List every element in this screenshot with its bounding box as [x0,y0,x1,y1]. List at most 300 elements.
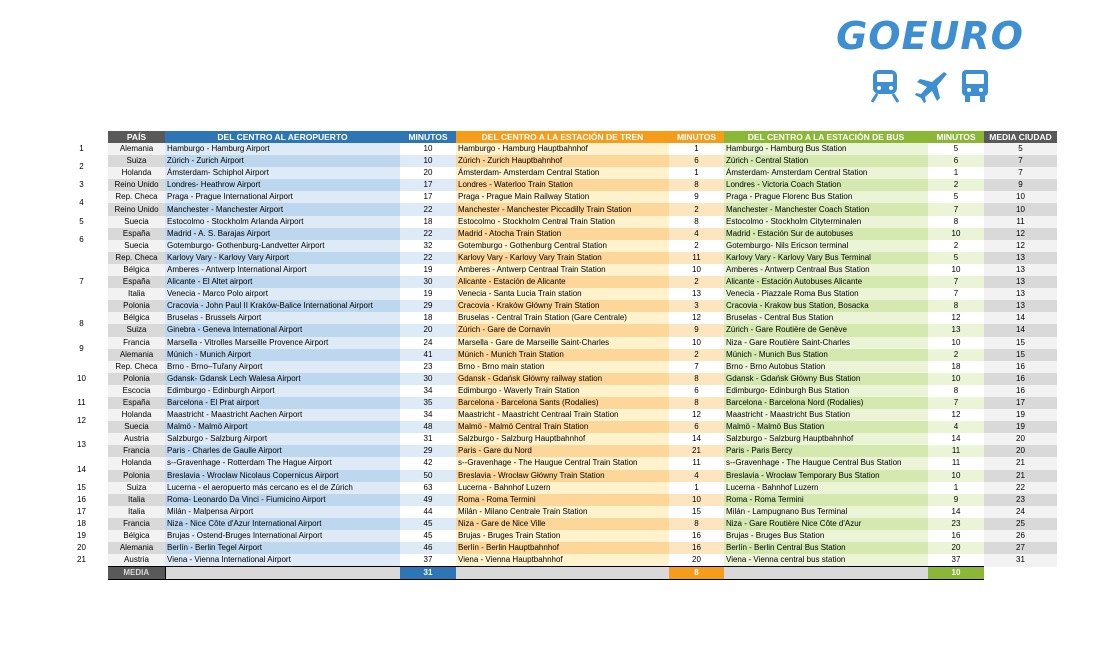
aeropuerto-cell: Madrid - A. S. Barajas Airport [165,228,400,240]
minutos-aeropuerto-cell: 37 [400,554,456,567]
minutos-tren-cell: 16 [669,542,724,554]
bus-cell: Roma - Roma Termini [724,494,928,506]
pais-cell: Alemania [108,542,165,554]
minutos-aeropuerto-cell: 46 [400,542,456,554]
bus-cell: Gdansk - Gdańsk Główny Bus Station [724,373,928,385]
aeropuerto-cell: Amberes - Antwerp International Airport [165,264,400,276]
media-ciudad-cell: 13 [984,264,1057,276]
aeropuerto-cell: Niza - Nice Côte d'Azur International Airport [165,518,400,530]
total-spacer-end [984,567,1057,580]
pais-cell: Francia [108,518,165,530]
table-row [55,470,1057,482]
minutos-tren-cell: 1 [669,167,724,179]
aeropuerto-cell: Brujas - Ostend-Bruges International Airport [165,530,400,542]
rank-cell: 20 [55,542,108,554]
bus-cell: Cracovia - Krakow bus Station, Bosacka [724,300,928,312]
minutos-tren-cell: 20 [669,554,724,567]
minutos-bus-cell: 5 [928,143,984,155]
minutos-aeropuerto-cell: 34 [400,409,456,421]
tren-cell: Niza - Gare de Nice Ville [456,518,669,530]
tren-cell: Marsella - Gare de Marseille Saint-Charles [456,337,669,349]
pais-cell: Rep. Checa [108,361,165,373]
tren-cell: Brujas - Bruges Train Station [456,530,669,542]
table-row [55,494,1057,506]
tren-cell: Madrid - Atocha Train Station [456,228,669,240]
tren-cell: Brno - Brno main station [456,361,669,373]
media-ciudad-cell: 16 [984,373,1057,385]
pais-cell: Bélgica [108,264,165,276]
minutos-bus-cell: 7 [928,276,984,288]
minutos-bus-cell: 10 [928,228,984,240]
minutos-tren-cell: 1 [669,482,724,494]
minutos-tren-cell: 8 [669,216,724,228]
tren-cell: Zúrich - Zurich Hauptbahnhof [456,155,669,167]
rank-cell: 19 [55,530,108,542]
minutos-aeropuerto-cell: 41 [400,349,456,361]
pais-cell: Holanda [108,409,165,421]
media-ciudad-cell: 12 [984,228,1057,240]
table-row [55,276,1057,288]
minutos-bus-cell: 6 [928,155,984,167]
minutos-aeropuerto-cell: 44 [400,506,456,518]
rank-cell: 15 [55,482,108,494]
minutos-aeropuerto-cell: 48 [400,421,456,433]
aeropuerto-cell: Barcelona - El Prat airport [165,397,400,409]
minutos-bus-cell: 5 [928,252,984,264]
minutos-aeropuerto-cell: 32 [400,240,456,252]
tren-cell: Amberes - Antwerp Centraal Train Station [456,264,669,276]
aeropuerto-cell: Roma- Leonardo Da Vinci - Fiumicino Airport [165,494,400,506]
bus-cell: Amberes - Antwerp Centraal Bus Station [724,264,928,276]
aeropuerto-cell: Marsella - Vitrolles Marseille Provence Airport [165,337,400,349]
minutos-aeropuerto-cell: 29 [400,445,456,457]
bus-cell: Milán - Lampugnano Bus Terminal [724,506,928,518]
minutos-aeropuerto-cell: 45 [400,518,456,530]
minutos-bus-cell: 12 [928,409,984,421]
pais-cell: Italia [108,506,165,518]
aeropuerto-cell: Breslavia - Wrocław Nicolaus Copernicus Airport [165,470,400,482]
minutos-tren-cell: 4 [669,228,724,240]
table-row [55,349,1057,361]
table-row [55,361,1057,373]
rank-cell: 13 [55,433,108,457]
minutos-aeropuerto-cell: 20 [400,324,456,336]
minutos-aeropuerto-cell: 10 [400,143,456,155]
bus-cell: Alicante - Estación Autobuses Alicante [724,276,928,288]
header-tren: DEL CENTRO A LA ESTACIÓN DE TREN [456,131,669,143]
rank-cell: 11 [55,397,108,409]
table-row [55,397,1057,409]
minutos-bus-cell: 11 [928,457,984,469]
pais-cell: Alemania [108,143,165,155]
table-row [55,421,1057,433]
minutos-aeropuerto-cell: 18 [400,312,456,324]
rank-cell: 17 [55,506,108,518]
media-ciudad-cell: 16 [984,361,1057,373]
aeropuerto-cell: Lucerna - el aeropuerto más cercano es el de Zúrich [165,482,400,494]
aeropuerto-cell: Zúrich - Zurich Airport [165,155,400,167]
table-row [55,457,1057,469]
bus-cell: Madrid - Estación Sur de autobuses [724,228,928,240]
minutos-bus-cell: 7 [928,203,984,215]
pais-cell: España [108,228,165,240]
aeropuerto-cell: Venecia - Marco Polo airport [165,288,400,300]
tren-cell: Roma - Roma Termini [456,494,669,506]
minutos-bus-cell: 8 [928,300,984,312]
media-ciudad-cell: 26 [984,530,1057,542]
bus-cell: Hamburgo - Hamburg Bus Station [724,143,928,155]
bus-cell: Lucerna - Bahnhof Luzern [724,482,928,494]
minutos-tren-cell: 7 [669,361,724,373]
tren-cell: Hamburgo - Hamburg Hauptbahnhof [456,143,669,155]
table-row [55,530,1057,542]
media-ciudad-cell: 20 [984,433,1057,445]
minutos-tren-cell: 8 [669,518,724,530]
media-ciudad-cell: 13 [984,300,1057,312]
minutos-bus-cell: 10 [928,373,984,385]
bus-cell: Londres - Victoria Coach Station [724,179,928,191]
minutos-bus-cell: 9 [928,494,984,506]
minutos-tren-cell: 10 [669,264,724,276]
pais-cell: Polonia [108,300,165,312]
minutos-tren-cell: 12 [669,312,724,324]
table-row [55,228,1057,240]
minutos-aeropuerto-cell: 50 [400,470,456,482]
bus-cell: Edimburgo- Edinburgh Bus Station [724,385,928,397]
minutos-bus-cell: 8 [928,216,984,228]
media-ciudad-cell: 17 [984,397,1057,409]
minutos-bus-cell: 10 [928,337,984,349]
aeropuerto-cell: Gotemburgo- Gothenburg-Landvetter Airport [165,240,400,252]
minutos-tren-cell: 8 [669,397,724,409]
table-row [55,143,1057,155]
minutos-aeropuerto-cell: 19 [400,264,456,276]
rank-cell: 5 [55,216,108,228]
minutos-tren-cell: 1 [669,143,724,155]
pais-cell: Polonia [108,470,165,482]
tren-cell: Lucerna - Bahnhof Luzern [456,482,669,494]
media-ciudad-cell: 7 [984,155,1057,167]
tren-cell: Praga - Prague Main Railway Station [456,191,669,203]
header-minutos-aeropuerto: MINUTOS [400,131,456,143]
total-minutos-tren: 8 [669,567,724,580]
minutos-tren-cell: 13 [669,288,724,300]
pais-cell: Bélgica [108,312,165,324]
bus-cell: Karlovy Vary - Karlovy Vary Bus Terminal [724,252,928,264]
media-ciudad-cell: 11 [984,216,1057,228]
bus-cell: Niza - Gare Routière Saint-Charles [724,337,928,349]
rank-cell: 10 [55,361,108,397]
pais-cell: España [108,397,165,409]
total-blank-aeropuerto [165,567,400,580]
bus-cell: Zúrich - Central Station [724,155,928,167]
rank-cell: 21 [55,554,108,567]
media-ciudad-cell: 16 [984,385,1057,397]
table-row [55,167,1057,179]
minutos-aeropuerto-cell: 49 [400,494,456,506]
bus-cell: Barcelona - Barcelona Nord (Rodalies) [724,397,928,409]
minutos-tren-cell: 6 [669,421,724,433]
rank-cell: 3 [55,179,108,191]
bus-cell: Manchester - Manchester Coach Station [724,203,928,215]
pais-cell: Holanda [108,167,165,179]
tren-cell: Malmö - Malmö Central Train Station [456,421,669,433]
minutos-bus-cell: 20 [928,542,984,554]
tren-cell: Bruselas - Central Train Station (Gare Centrale) [456,312,669,324]
table-row [55,554,1057,567]
logo-icons [868,68,992,104]
aeropuerto-cell: Alicante - El Altet airport [165,276,400,288]
aeropuerto-cell: Brno - Brno–Tuřany Airport [165,361,400,373]
logo-wordmark: GOEURO [836,14,1024,58]
media-ciudad-cell: 14 [984,324,1057,336]
table-row [55,518,1057,530]
bus-cell: Bruselas - Central Bus Station [724,312,928,324]
rank-cell: 4 [55,191,108,215]
aeropuerto-cell: s--Gravenhage - Rotterdam The Hague Airport [165,457,400,469]
tren-cell: Zúrich - Gare de Cornavin [456,324,669,336]
media-ciudad-cell: 23 [984,494,1057,506]
minutos-bus-cell: 14 [928,433,984,445]
pais-cell: Suiza [108,155,165,167]
tren-cell: Edimburgo - Waverly Train Station [456,385,669,397]
header-bus: DEL CENTRO A LA ESTACIÓN DE BUS [724,131,928,143]
pais-cell: Francia [108,337,165,349]
minutos-aeropuerto-cell: 19 [400,288,456,300]
rank-cell: 1 [55,143,108,155]
media-ciudad-cell: 12 [984,240,1057,252]
pais-cell: Italia [108,494,165,506]
table-row [55,482,1057,494]
total-row [55,567,1057,580]
minutos-aeropuerto-cell: 17 [400,179,456,191]
minutos-aeropuerto-cell: 22 [400,252,456,264]
tren-cell: Manchester - Manchester Piccadilly Train Station [456,203,669,215]
aeropuerto-cell: Bruselas - Brussels Airport [165,312,400,324]
table-row [55,191,1057,203]
tren-cell: s--Gravenhage - The Haugue Central Train Station [456,457,669,469]
table-row [55,445,1057,457]
header-media-ciudad: MEDIA CIUDAD [984,131,1057,143]
tren-cell: Berlín - Berlin Hauptbahnhof [456,542,669,554]
pais-cell: Bélgica [108,530,165,542]
tren-cell: Gdansk - Gdańsk Główny railway station [456,373,669,385]
rank-cell: 16 [55,494,108,506]
table-body [55,143,1057,567]
table-row [55,542,1057,554]
media-ciudad-cell: 31 [984,554,1057,567]
minutos-bus-cell: 7 [928,397,984,409]
media-ciudad-cell: 22 [984,482,1057,494]
bus-cell: Zúrich - Gare Routière de Genève [724,324,928,336]
table-row [55,288,1057,300]
pais-cell: Suiza [108,482,165,494]
rank-cell: 6 [55,228,108,252]
media-ciudad-cell: 21 [984,470,1057,482]
rank-cell: 2 [55,155,108,179]
minutos-bus-cell: 4 [928,421,984,433]
minutos-bus-cell: 16 [928,530,984,542]
pais-cell: Rep. Checa [108,252,165,264]
media-ciudad-cell: 25 [984,518,1057,530]
minutos-tren-cell: 6 [669,385,724,397]
aeropuerto-cell: Berlín - Berlin Tegel Airport [165,542,400,554]
media-ciudad-cell: 21 [984,457,1057,469]
bus-cell: Salzburgo - Salzburg Hauptbahnhof [724,433,928,445]
bus-cell: Venecia - Piazzale Roma Bus Station [724,288,928,300]
bus-cell: s--Gravenhage - The Haugue Central Bus Station [724,457,928,469]
rank-cell: 12 [55,409,108,433]
minutos-aeropuerto-cell: 18 [400,216,456,228]
minutos-bus-cell: 11 [928,445,984,457]
tren-cell: Viena - Vienna Hauptbahnhof [456,554,669,567]
pais-cell: Reino Unido [108,179,165,191]
minutos-bus-cell: 13 [928,324,984,336]
minutos-bus-cell: 37 [928,554,984,567]
minutos-aeropuerto-cell: 30 [400,276,456,288]
pais-cell: Suecia [108,216,165,228]
aeropuerto-cell: Karlovy Vary - Karlovy Vary Airport [165,252,400,264]
minutos-tren-cell: 4 [669,470,724,482]
aeropuerto-cell: Malmö - Malmö Airport [165,421,400,433]
minutos-tren-cell: 2 [669,276,724,288]
train-icon [868,68,902,104]
tren-cell: Breslavia - Wrocław Główny Train Station [456,470,669,482]
minutos-tren-cell: 21 [669,445,724,457]
minutos-aeropuerto-cell: 31 [400,433,456,445]
bus-cell: Gotemburgo- Nils Ericson terminal [724,240,928,252]
pais-cell: Austria [108,554,165,567]
tren-cell: Gotemburgo - Gothenburg Central Station [456,240,669,252]
tren-cell: Karlovy Vary - Karlovy Vary Train Station [456,252,669,264]
bus-cell: Praga - Prague Florenc Bus Station [724,191,928,203]
pais-cell: Austria [108,433,165,445]
minutos-aeropuerto-cell: 10 [400,155,456,167]
aeropuerto-cell: Cracovia - John Paul II Kraków-Balice International Airport [165,300,400,312]
minutos-tren-cell: 2 [669,203,724,215]
bus-cell: Estocolmo - Stockholm Cityterminalen [724,216,928,228]
minutos-aeropuerto-cell: 35 [400,397,456,409]
aeropuerto-cell: Edimburgo - Edinburgh Airport [165,385,400,397]
tren-cell: Venecia - Santa Lucia Train station [456,288,669,300]
total-label: MEDIA [108,567,165,580]
minutos-tren-cell: 10 [669,337,724,349]
header-aeropuerto: DEL CENTRO AL AEROPUERTO [165,131,400,143]
tren-cell: Cracovia - Kraków Główny Train Station [456,300,669,312]
table-row [55,216,1057,228]
media-ciudad-cell: 10 [984,203,1057,215]
pais-cell: Suecia [108,421,165,433]
minutos-aeropuerto-cell: 22 [400,228,456,240]
minutos-aeropuerto-cell: 20 [400,167,456,179]
bus-cell: Brno - Brno Autobus Station [724,361,928,373]
pais-cell: Francia [108,445,165,457]
aeropuerto-cell: Gdansk- Gdansk Lech Walesa Airport [165,373,400,385]
tren-cell: Londres - Waterloo Train Station [456,179,669,191]
minutos-tren-cell: 8 [669,179,724,191]
rank-cell: 14 [55,457,108,481]
media-ciudad-cell: 10 [984,191,1057,203]
minutos-bus-cell: 1 [928,167,984,179]
aeropuerto-cell: Milán - Malpensa Airport [165,506,400,518]
goeuro-logo [832,14,1028,106]
minutos-bus-cell: 23 [928,518,984,530]
tren-cell: Milán - Milano Centrale Train Station [456,506,669,518]
minutos-bus-cell: 7 [928,288,984,300]
bus-cell: Breslavia - Wrocław Temporary Bus Station [724,470,928,482]
aeropuerto-cell: Hamburgo - Hamburg Airport [165,143,400,155]
minutos-aeropuerto-cell: 30 [400,373,456,385]
minutos-tren-cell: 11 [669,252,724,264]
minutos-tren-cell: 6 [669,155,724,167]
media-ciudad-cell: 15 [984,337,1057,349]
bus-cell: Múnich - Munich Bus Station [724,349,928,361]
minutos-tren-cell: 12 [669,409,724,421]
table-row [55,506,1057,518]
table-row [55,385,1057,397]
minutos-tren-cell: 11 [669,457,724,469]
bus-icon [958,68,992,104]
media-ciudad-cell: 15 [984,349,1057,361]
media-ciudad-cell: 5 [984,143,1057,155]
media-ciudad-cell: 9 [984,179,1057,191]
pais-cell: Italia [108,288,165,300]
pais-cell: Rep. Checa [108,191,165,203]
media-ciudad-cell: 19 [984,409,1057,421]
bus-cell: Paris - Paris Bercy [724,445,928,457]
comparison-table [55,131,1057,580]
pais-cell: España [108,276,165,288]
rank-cell: 9 [55,337,108,361]
aeropuerto-cell: Praga - Prague International Airport [165,191,400,203]
bus-cell: Ámsterdam- Amsterdam Central Station [724,167,928,179]
total-blank-tren [456,567,669,580]
tren-cell: Ámsterdam- Amsterdam Central Station [456,167,669,179]
minutos-aeropuerto-cell: 63 [400,482,456,494]
minutos-tren-cell: 14 [669,433,724,445]
table-row [55,264,1057,276]
table-row [55,433,1057,445]
aeropuerto-cell: Estocolmo - Stockholm Arlanda Airport [165,216,400,228]
minutos-tren-cell: 8 [669,373,724,385]
minutos-bus-cell: 10 [928,470,984,482]
minutos-bus-cell: 18 [928,361,984,373]
aeropuerto-cell: Manchester - Manchester Airport [165,203,400,215]
minutos-bus-cell: 2 [928,240,984,252]
total-minutos-aeropuerto: 31 [400,567,456,580]
header-rank [55,131,108,143]
rank-cell: 8 [55,312,108,336]
minutos-bus-cell: 12 [928,312,984,324]
table-row [55,203,1057,215]
tren-cell: Estocolmo - Stockholm Central Train Station [456,216,669,228]
minutos-tren-cell: 2 [669,349,724,361]
header-pais: PAÍS [108,131,165,143]
total-blank-bus [724,567,928,580]
minutos-bus-cell: 10 [928,264,984,276]
bus-cell: Brujas - Bruges Bus Station [724,530,928,542]
aeropuerto-cell: Ginebra - Geneva International Airport [165,324,400,336]
header-minutos-bus: MINUTOS [928,131,984,143]
minutos-tren-cell: 9 [669,324,724,336]
minutos-bus-cell: 8 [928,385,984,397]
minutos-aeropuerto-cell: 29 [400,300,456,312]
minutos-aeropuerto-cell: 17 [400,191,456,203]
pais-cell: Holanda [108,457,165,469]
table-row [55,240,1057,252]
total-minutos-bus: 10 [928,567,984,580]
minutos-aeropuerto-cell: 22 [400,203,456,215]
